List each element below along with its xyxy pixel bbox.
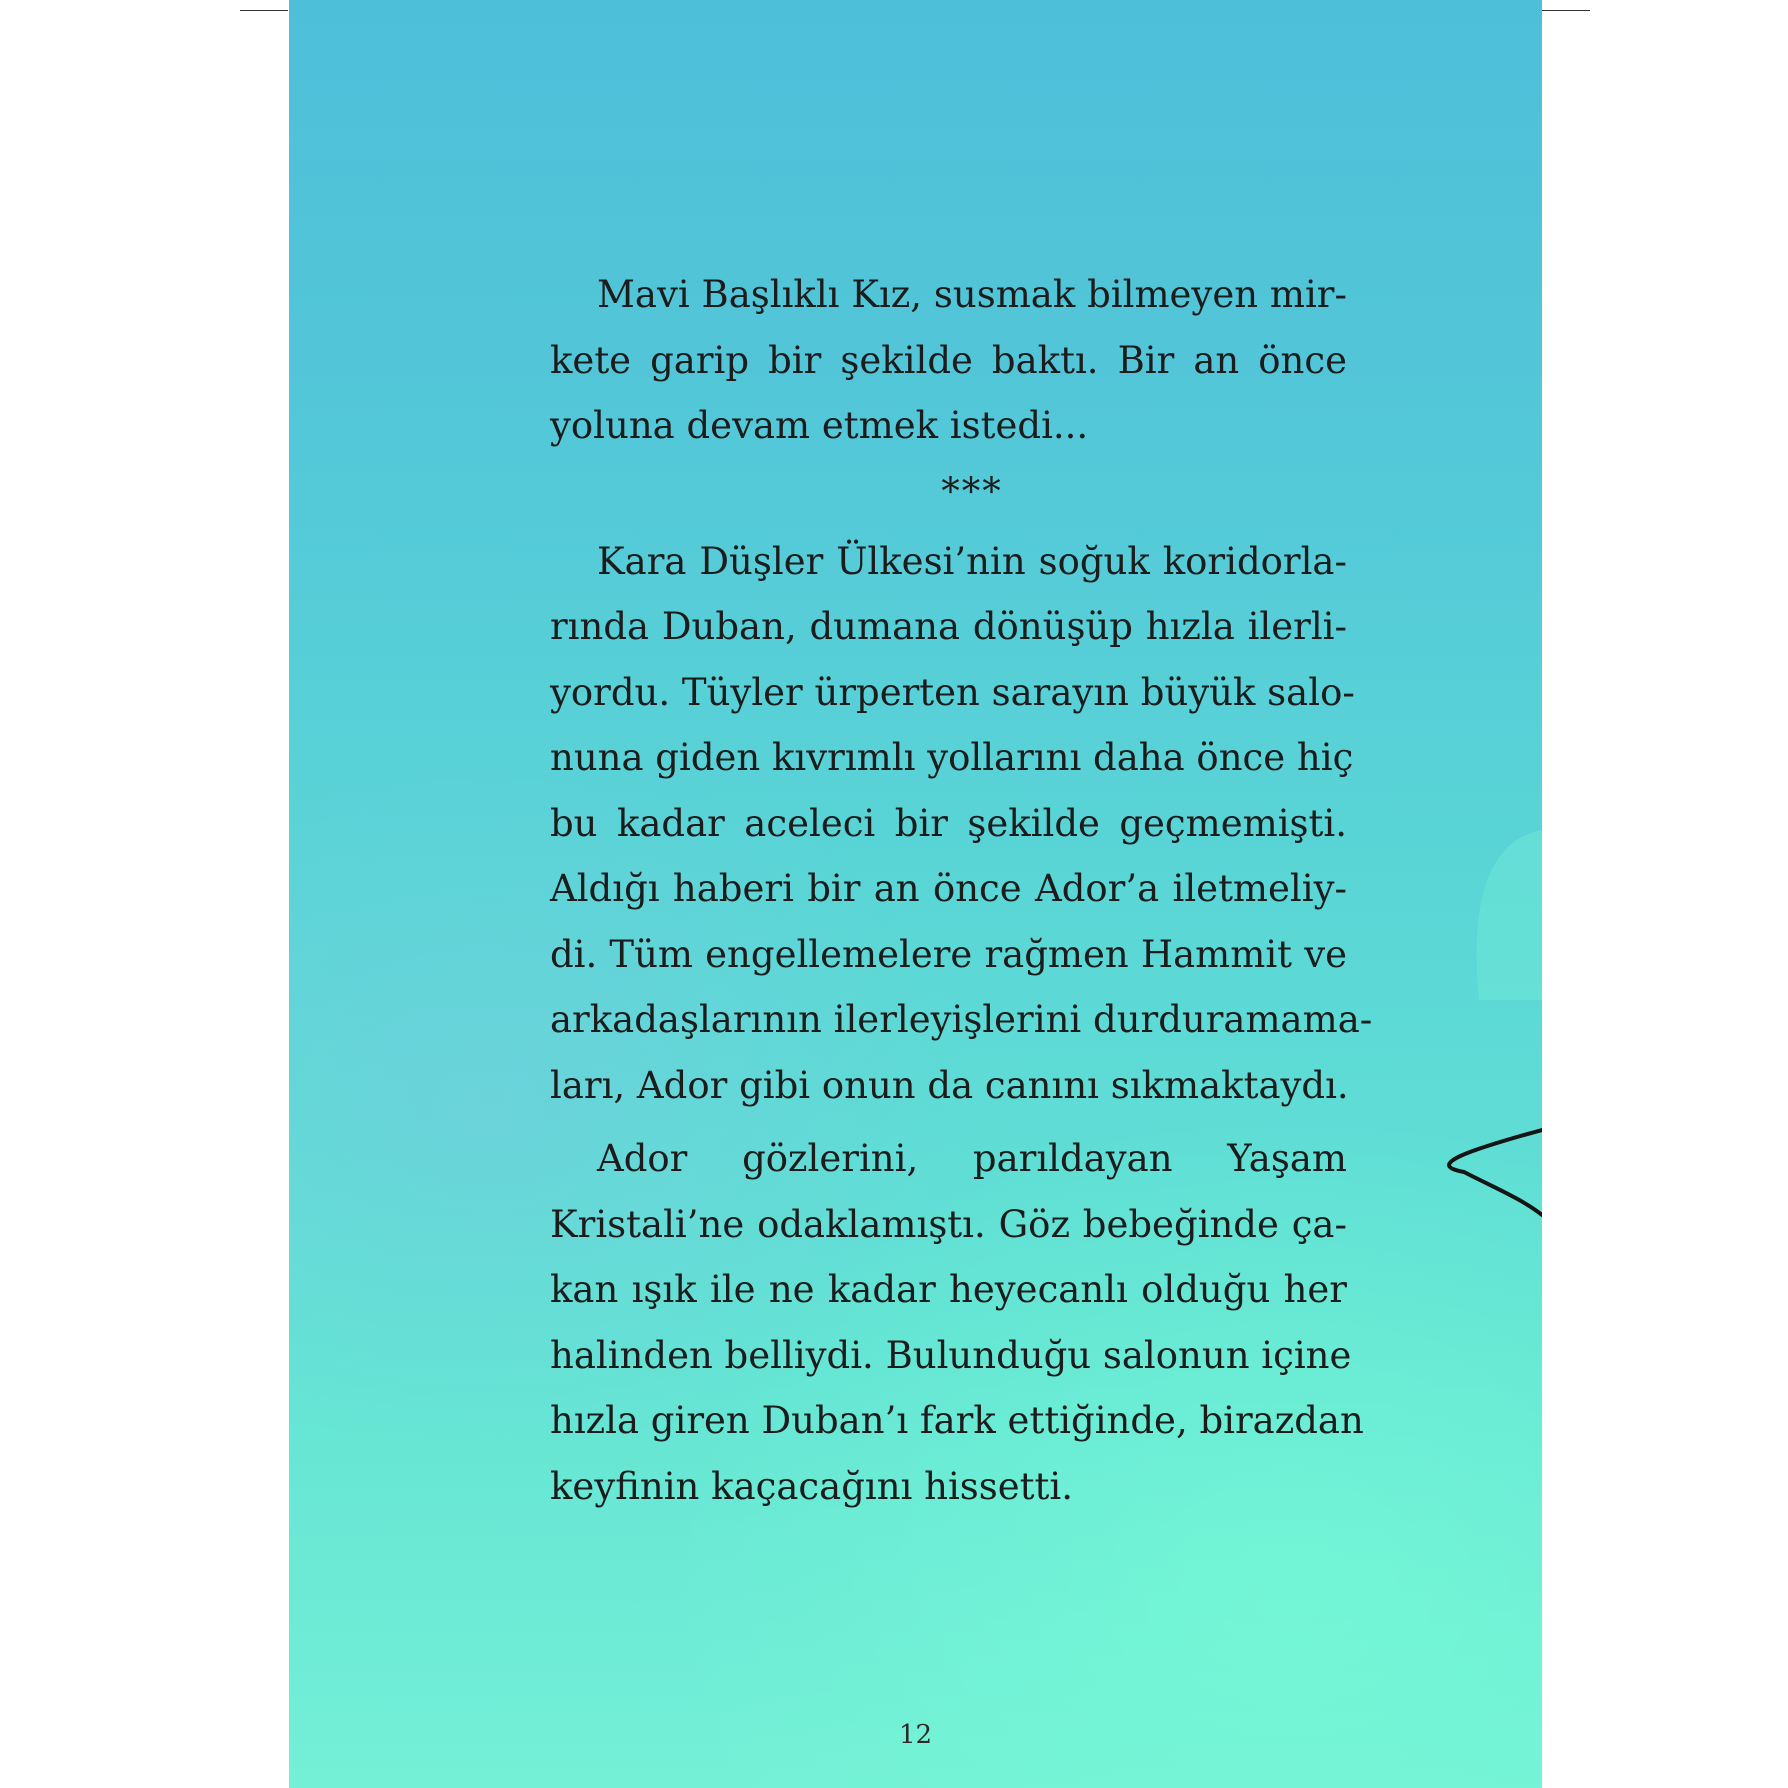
crop-mark-left (240, 10, 288, 11)
text-line: bu kadar aceleci bir şekilde geçmemişti. (550, 801, 1347, 845)
text-line: kan ışık ile ne kadar heyecanlı olduğu her (550, 1268, 1347, 1311)
text-line: hızla giren Duban’ı fark ettiğinde, birazdan (550, 1399, 1364, 1442)
paragraph-3 (550, 1126, 1364, 1519)
text-line: rında Duban, dumana dönüşüp hızla ilerli- (550, 605, 1347, 648)
page-number: 12 (898, 1720, 933, 1750)
paragraph-2 (550, 529, 1373, 1119)
eye-outline-icon (1449, 1130, 1542, 1215)
text-line: kete garip bir şekilde baktı. Bir an önce (550, 338, 1347, 382)
book-page (289, 0, 1542, 1788)
side-shape-glow (1477, 830, 1542, 1000)
text-line: arkadaşlarının ilerleyişlerini durduramama- (550, 998, 1373, 1041)
text-line: Aldığı haberi bir an önce Ador’a iletmeliy- (550, 867, 1347, 910)
text-line: halinden belliydi. Bulunduğu salonun içine (550, 1333, 1352, 1377)
text-line: yordu. Tüyler ürperten sarayın büyük salo- (550, 670, 1355, 714)
text-line: nuna giden kıvrımlı yollarını daha önce hiç (550, 736, 1354, 779)
text-line: di. Tüm engellemelere rağmen Hammit ve (550, 932, 1347, 976)
paragraph-gap (550, 1118, 1347, 1126)
section-separator: *** (941, 469, 1003, 513)
text-line: ları, Ador gibi onun da canını sıkmaktaydı. (550, 1063, 1349, 1107)
text-line: Kristali’ne odaklamıştı. Göz bebeğinde ça- (550, 1202, 1347, 1246)
text-line: Mavi Başlıklı Kız, susmak bilmeyen mir- (597, 273, 1347, 316)
crop-mark-right (1542, 10, 1590, 11)
body-text (550, 262, 1373, 1519)
text-line: Ador gözlerini, parıldayan Yaşam (597, 1137, 1347, 1180)
paragraph-1 (550, 262, 1347, 459)
text-line: yoluna devam etmek istedi... (550, 404, 1089, 447)
text-line: Kara Düşler Ülkesi’nin soğuk koridorla- (597, 539, 1347, 583)
text-line: keyfinin kaçacağını hissetti. (550, 1464, 1074, 1508)
